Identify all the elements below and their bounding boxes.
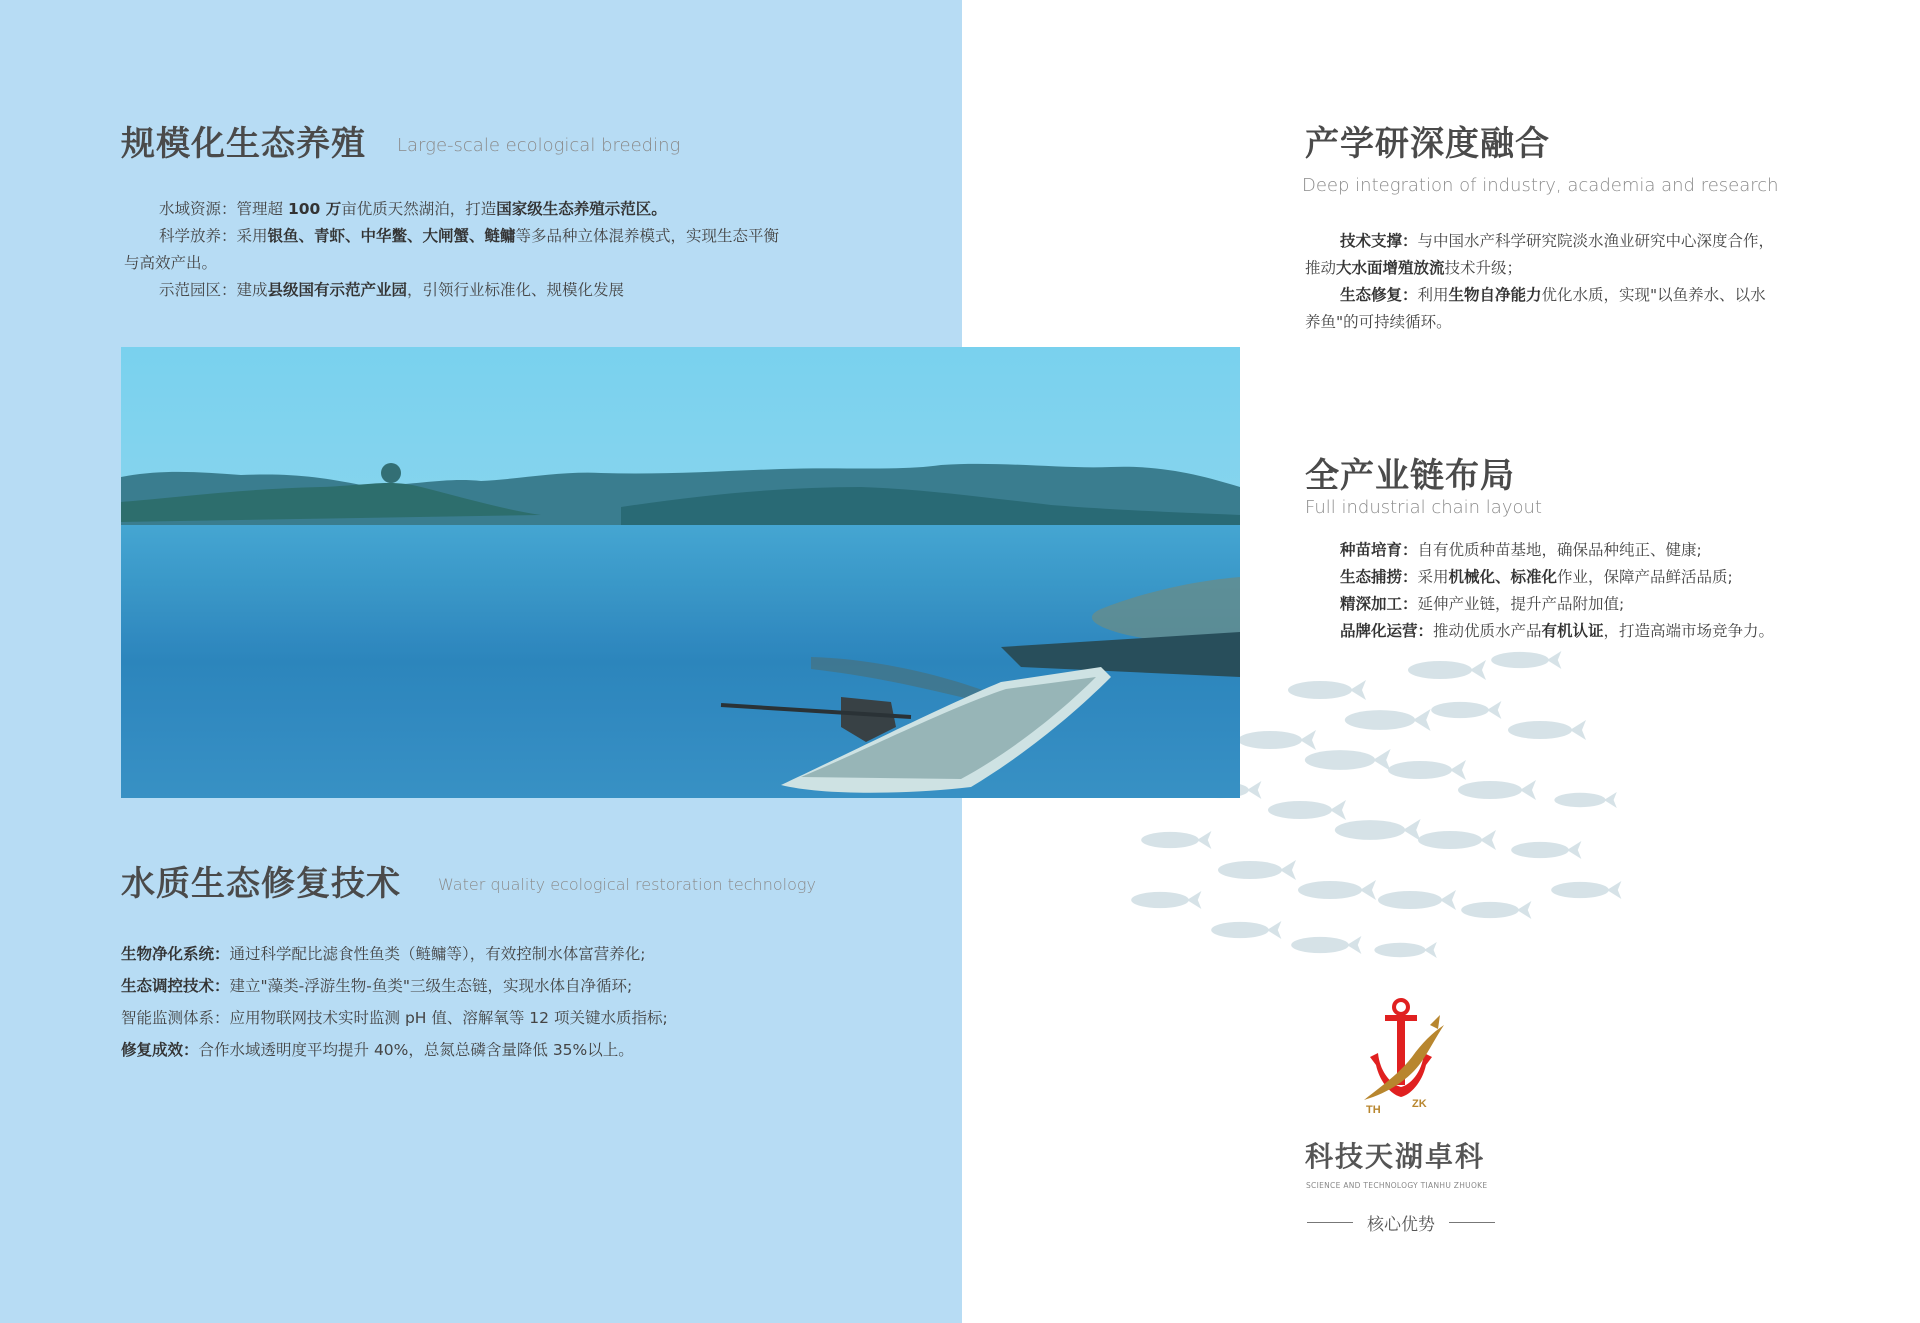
section3-title: 产学研深度融合 — [1305, 124, 1550, 164]
section2-line — [121, 970, 901, 1002]
label: 科学放养： — [159, 227, 237, 245]
fish-shape — [1458, 780, 1536, 800]
label: 示范园区： — [159, 281, 237, 299]
fish-shape — [1508, 720, 1586, 740]
fish-shape — [1431, 701, 1501, 719]
section3-line — [1305, 309, 1825, 336]
fish-shape — [1335, 819, 1421, 841]
lake-photo — [121, 347, 1240, 798]
section1-subtitle: Large-scale ecological breeding — [397, 135, 681, 156]
section2-body — [121, 938, 901, 1066]
text: 通过科学配比滤食性鱼类（鲢鳙等），有效控制水体富营养化; — [229, 945, 646, 963]
label: 生物净化系统： — [121, 945, 230, 963]
label: 生态捕捞： — [1340, 568, 1418, 586]
highlight: 县级国有示范产业园 — [267, 281, 408, 299]
section3-subtitle: Deep integration of industry, academia and research — [1302, 175, 1779, 196]
text: 自有优质种苗基地，确保品种纯正、健康; — [1417, 541, 1702, 559]
text: 建成 — [236, 281, 268, 299]
fish-shape — [1291, 936, 1361, 954]
label: 种苗培育： — [1340, 541, 1418, 559]
text: 建立"藻类-浮游生物-鱼类"三级生态链，实现水体自净循环; — [229, 977, 633, 995]
section2-line — [121, 1034, 901, 1066]
logo-letters-left: TH — [1366, 1104, 1381, 1115]
fish-shape — [1418, 830, 1496, 850]
section3-line — [1305, 255, 1825, 282]
label: 精深加工： — [1340, 595, 1418, 613]
text: 合作水域透明度平均提升 40%，总氮总磷含量降低 35%以上。 — [198, 1041, 634, 1059]
fish-shape — [1374, 942, 1436, 958]
section4-line — [1340, 591, 1860, 618]
brand-name-english: SCIENCE AND TECHNOLOGY TIANHU ZHUOKE — [1306, 1181, 1488, 1190]
section4-line — [1340, 537, 1860, 564]
label: 水域资源： — [159, 200, 237, 218]
label: 品牌化运营： — [1340, 622, 1434, 640]
section4-line — [1340, 564, 1860, 591]
fish-shape — [1218, 860, 1296, 880]
text: 优化水质，实现"以鱼养水、以水 — [1541, 286, 1766, 304]
brand-name: 科技天湖卓科 — [1305, 1140, 1486, 1173]
highlight: 有机认证 — [1541, 622, 1604, 640]
highlight: 大水面增殖放流 — [1336, 259, 1445, 277]
text: 利用 — [1417, 286, 1449, 304]
highlight: 国家级生态养殖示范区。 — [496, 200, 667, 218]
section2-line — [121, 938, 901, 970]
section1-title: 规模化生态养殖 — [121, 124, 366, 164]
text: ，打造高端市场竞争力。 — [1603, 622, 1775, 640]
text: 采用 — [1417, 568, 1449, 586]
section1-line — [124, 223, 884, 250]
tagline-text: 核心优势 — [1367, 1215, 1435, 1235]
text: 亩优质天然湖泊，打造 — [341, 200, 497, 218]
text: 技术升级； — [1444, 259, 1523, 277]
text: 作业，保障产品鲜活品质; — [1557, 568, 1733, 586]
label: 智能监测体系： — [121, 1009, 230, 1027]
section1-line — [124, 250, 884, 277]
divider — [1307, 1222, 1353, 1223]
text: 管理超 — [236, 200, 288, 218]
label: 生态调控技术： — [121, 977, 230, 995]
section4-body — [1340, 537, 1860, 645]
highlight: 生物自净能力 — [1448, 286, 1542, 304]
text: 应用物联网技术实时监测 pH 值、溶解氧等 12 项关键水质指标; — [229, 1009, 668, 1027]
divider — [1449, 1222, 1495, 1223]
text: 与中国水产科学研究院淡水渔业研究中心深度合作， — [1417, 232, 1775, 250]
section3-body — [1305, 228, 1825, 336]
fish-shape — [1511, 841, 1581, 859]
fish-shape — [1378, 890, 1456, 910]
fish-shape — [1461, 901, 1531, 919]
anchor-logo-icon — [1340, 995, 1460, 1115]
section4-title: 全产业链布局 — [1305, 456, 1515, 496]
fish-shape — [1298, 880, 1376, 900]
label: 修复成效： — [121, 1041, 199, 1059]
section1-body — [124, 196, 884, 304]
highlight: 银鱼、青虾、中华鳖、大闸蟹、鲢鳙 — [267, 227, 516, 245]
fish-shape — [1554, 792, 1616, 808]
fish-shape — [1551, 881, 1621, 899]
fish-shape — [1388, 760, 1466, 780]
section2-line — [121, 1002, 901, 1034]
text: 推动 — [1305, 259, 1337, 277]
label: 生态修复： — [1340, 286, 1418, 304]
section4-line — [1340, 618, 1860, 645]
fish-shape — [1305, 749, 1391, 771]
text: 等多品种立体混养模式，实现生态平衡 — [515, 227, 780, 245]
highlight: 100 万 — [287, 200, 342, 218]
text: ，引领行业标准化、规模化发展 — [407, 281, 625, 299]
highlight: 机械化、标准化 — [1448, 568, 1558, 586]
section4-subtitle: Full industrial chain layout — [1305, 497, 1542, 518]
fish-shape — [1268, 800, 1346, 820]
text: 与高效产出。 — [124, 254, 218, 272]
section1-line — [124, 196, 884, 223]
section3-line — [1305, 282, 1825, 309]
logo-letters-right: ZK — [1412, 1098, 1427, 1110]
fish-shape — [1345, 709, 1431, 731]
text: 推动优质水产品 — [1433, 622, 1542, 640]
section2-title: 水质生态修复技术 — [121, 864, 401, 904]
fish-shape — [1288, 680, 1366, 700]
fish-shape — [1238, 730, 1316, 750]
text: 延伸产业链，提升产品附加值; — [1417, 595, 1625, 613]
text: 养鱼"的可持续循环。 — [1305, 313, 1452, 331]
core-advantage-tagline — [1307, 1210, 1495, 1235]
section1-line — [124, 277, 884, 304]
section2-subtitle: Water quality ecological restoration technology — [438, 875, 816, 894]
section3-line — [1305, 228, 1825, 255]
fish-shape — [1141, 831, 1211, 849]
fish-shape — [1211, 921, 1281, 939]
fish-shape — [1491, 651, 1561, 669]
fish-shape — [1408, 660, 1486, 680]
fish-shape — [1131, 891, 1201, 909]
label: 技术支撑： — [1340, 232, 1418, 250]
text: 采用 — [236, 227, 268, 245]
